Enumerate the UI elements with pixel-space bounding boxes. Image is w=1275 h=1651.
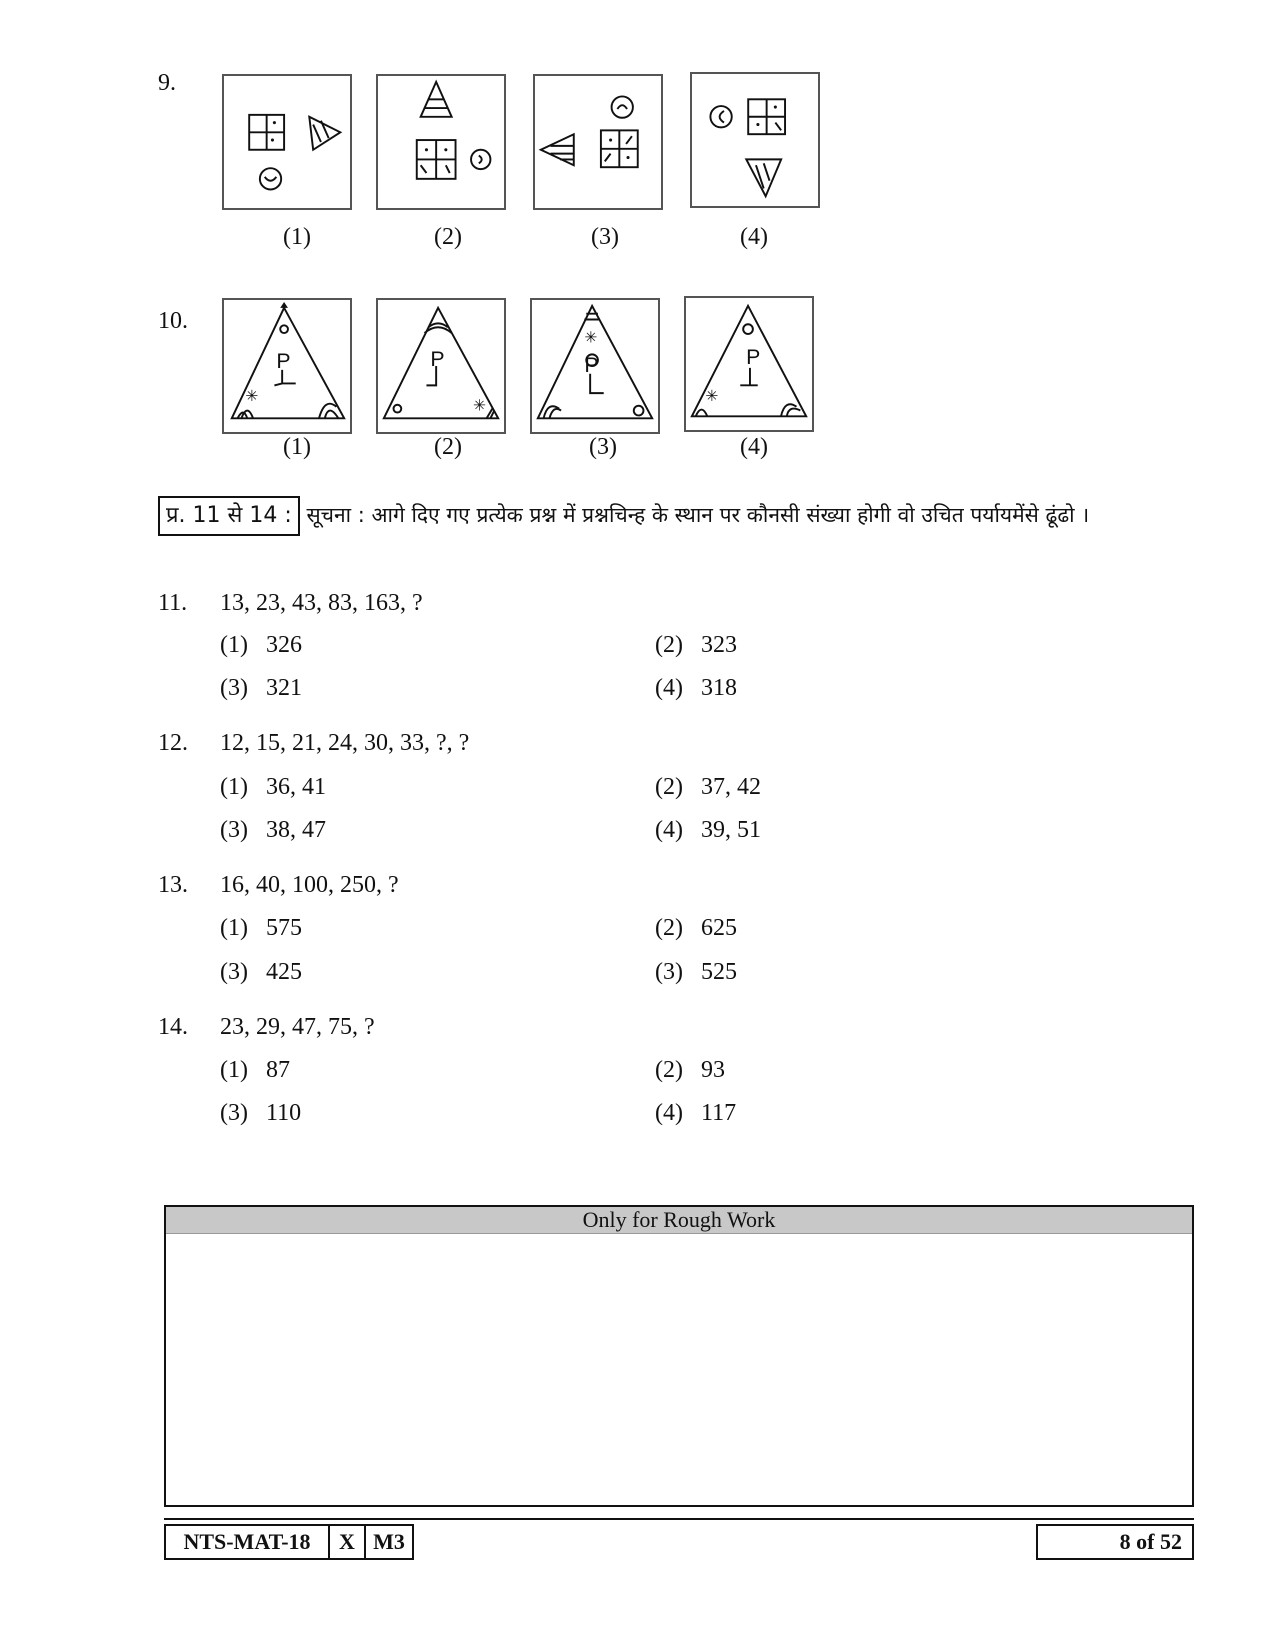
q10-figure-1: [222, 298, 352, 434]
q9-figure-1: [222, 74, 352, 210]
option-num: (1): [220, 915, 248, 941]
q10-fig1-letter: P: [276, 348, 291, 373]
option-num: (1): [220, 632, 248, 658]
svg-text:✳: ✳: [705, 387, 719, 405]
instruction-block: [158, 496, 1198, 536]
option-value: 93: [701, 1057, 725, 1083]
q14-sequence: 23, 29, 47, 75, ?: [220, 1014, 375, 1040]
q12-option-4[interactable]: [655, 817, 761, 844]
q10-label-3: (3): [589, 434, 617, 460]
option-num: (1): [220, 1057, 248, 1083]
option-num: (3): [220, 1100, 248, 1126]
option-value: 425: [266, 959, 302, 985]
option-num: (3): [655, 959, 683, 985]
q13-option-4[interactable]: [655, 959, 737, 986]
rough-work-area: [164, 1205, 1194, 1507]
q10-label-1: (1): [283, 434, 311, 460]
option-value: 37, 42: [701, 774, 761, 800]
q13-option-1[interactable]: [220, 915, 302, 942]
option-value: 38, 47: [266, 817, 326, 843]
q13-number: 13.: [158, 872, 188, 898]
q10-number: 10.: [158, 308, 188, 334]
q10-figure-2: [376, 298, 506, 434]
option-num: (2): [655, 915, 683, 941]
q9-number: 9.: [158, 70, 176, 96]
option-num: (3): [220, 959, 248, 985]
option-num: (3): [220, 675, 248, 701]
option-value: 525: [701, 959, 737, 985]
q9-label-1: (1): [283, 224, 311, 250]
q12-option-3[interactable]: [220, 817, 326, 844]
q10-figure-3: [530, 298, 660, 434]
svg-text:✳: ✳: [245, 387, 259, 405]
option-value: 87: [266, 1057, 290, 1083]
q14-option-1[interactable]: [220, 1057, 290, 1084]
q9-label-2: (2): [434, 224, 462, 250]
option-value: 326: [266, 632, 302, 658]
q13-sequence: 16, 40, 100, 250, ?: [220, 872, 399, 898]
q12-option-1[interactable]: [220, 774, 326, 801]
q11-option-1[interactable]: [220, 632, 302, 659]
q11-sequence: 13, 23, 43, 83, 163, ?: [220, 590, 423, 616]
option-value: 575: [266, 915, 302, 941]
q14-option-4[interactable]: [655, 1100, 736, 1127]
q10-fig2-letter: P: [430, 347, 445, 371]
q9-label-4: (4): [740, 224, 768, 250]
option-num: (2): [655, 774, 683, 800]
q14-number: 14.: [158, 1014, 188, 1040]
q11-option-2[interactable]: [655, 632, 737, 659]
footer-class: X: [328, 1524, 366, 1560]
q9-figure-3: [533, 74, 663, 210]
q10-fig4-letter: P: [746, 345, 761, 369]
option-value: 321: [266, 675, 302, 701]
option-value: 318: [701, 675, 737, 701]
option-value: 110: [266, 1100, 302, 1126]
q9-figure-2: [376, 74, 506, 210]
option-num: (3): [220, 817, 248, 843]
q10-label-2: (2): [434, 434, 462, 460]
option-num: (2): [655, 632, 683, 658]
option-num: (1): [220, 774, 248, 800]
option-value: 36, 41: [266, 774, 326, 800]
q10-figure-4: [684, 296, 814, 432]
option-num: (4): [655, 1100, 683, 1126]
option-value: 39, 51: [701, 817, 761, 843]
q11-option-3[interactable]: [220, 675, 302, 702]
option-value: 117: [701, 1100, 737, 1126]
q13-option-3[interactable]: [220, 959, 302, 986]
footer-page-number: 8 of 52: [1036, 1524, 1194, 1560]
option-value: 625: [701, 915, 737, 941]
q13-option-2[interactable]: [655, 915, 737, 942]
rough-work-heading: Only for Rough Work: [166, 1207, 1192, 1234]
option-num: (4): [655, 817, 683, 843]
instruction-range-label: प्र. 11 से 14 :: [158, 496, 300, 536]
footer-paper-code: NTS-MAT-18: [164, 1524, 330, 1560]
svg-text:✳: ✳: [584, 329, 598, 347]
q14-option-3[interactable]: [220, 1100, 301, 1127]
q9-label-3: (3): [591, 224, 619, 250]
option-value: 323: [701, 632, 737, 658]
instruction-text: सूचना : आगे दिए गए प्रत्येक प्रश्न में प्रश्नचिन्ह के स्थान पर कौनसी संख्या होगी वो उचित पर्यायमेंसे ढूंढो ।: [306, 503, 1090, 527]
footer-set: M3: [364, 1524, 414, 1560]
q14-option-2[interactable]: [655, 1057, 725, 1084]
q9-figure-4: [690, 72, 820, 208]
q11-number: 11.: [158, 590, 188, 616]
q10-label-4: (4): [740, 434, 768, 460]
svg-text:✳: ✳: [472, 397, 486, 415]
q12-sequence: 12, 15, 21, 24, 30, 33, ?, ?: [220, 730, 470, 756]
option-num: (4): [655, 675, 683, 701]
q12-number: 12.: [158, 730, 188, 756]
q11-option-4[interactable]: [655, 675, 737, 702]
option-num: (2): [655, 1057, 683, 1083]
footer-divider: [164, 1518, 1194, 1520]
q10-fig3-letter: P: [584, 352, 599, 377]
q12-option-2[interactable]: [655, 774, 761, 801]
